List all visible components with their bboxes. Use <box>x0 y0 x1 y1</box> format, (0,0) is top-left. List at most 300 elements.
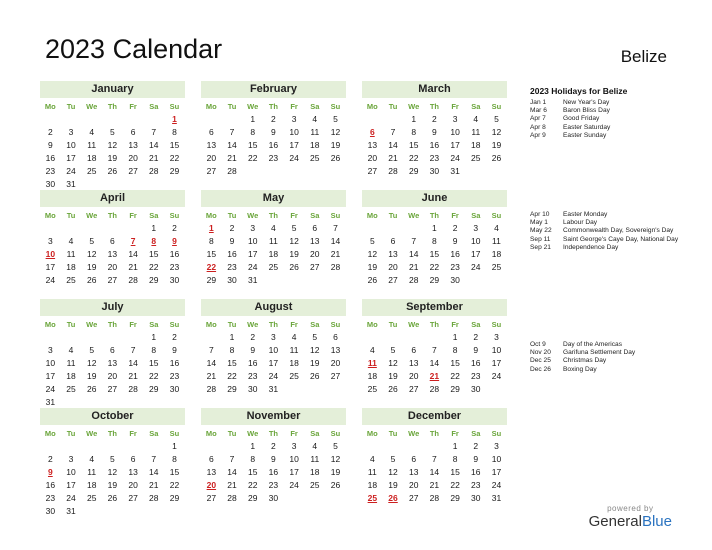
day-cell: 5 <box>494 114 499 124</box>
weekday-label: Th <box>107 102 117 111</box>
day-cell: 4 <box>369 454 375 464</box>
empty-cell <box>201 113 222 126</box>
empty-cell <box>61 113 82 126</box>
day-cell: 1 <box>452 441 458 451</box>
day-cell: 30 <box>45 179 56 189</box>
day-cell: 16 <box>247 358 258 368</box>
day-cell: 20 <box>206 153 217 163</box>
holiday-date: May 1 <box>530 219 548 227</box>
empty-cell <box>40 113 61 126</box>
day-cell: 10 <box>491 345 502 355</box>
empty-cell <box>201 331 222 344</box>
weekday-label: Th <box>268 211 278 220</box>
day-cell: 20 <box>128 153 138 163</box>
day-cell: 21 <box>408 262 419 272</box>
day-cell: 8 <box>151 345 157 355</box>
day-cell: 19 <box>491 140 502 150</box>
holiday-day-cell: 8 <box>151 236 157 246</box>
day-cell: 5 <box>369 236 375 246</box>
day-cell: 3 <box>452 114 458 124</box>
day-cell: 19 <box>367 262 378 272</box>
day-cell: 21 <box>128 262 138 272</box>
day-cell: 30 <box>247 384 258 394</box>
month-days-grid <box>201 209 346 287</box>
day-cell: 9 <box>172 345 177 355</box>
month-name: December <box>362 408 507 425</box>
day-cell: 30 <box>169 275 180 285</box>
day-cell: 22 <box>429 262 440 272</box>
weekday-label: Su <box>491 211 502 220</box>
empty-cell <box>222 113 243 126</box>
weekday-label: Fr <box>290 320 298 329</box>
day-cell: 2 <box>473 332 479 342</box>
month-april <box>40 190 185 287</box>
weekday-label: Sa <box>471 211 481 220</box>
day-cell: 4 <box>312 441 318 451</box>
holiday-item <box>530 211 680 219</box>
month-days-grid <box>201 318 346 396</box>
weekday-label: Su <box>330 211 341 220</box>
weekday-label: Mo <box>205 429 217 438</box>
day-cell: 17 <box>491 467 502 477</box>
holiday-date: Nov 20 <box>530 349 551 357</box>
day-cell: 19 <box>330 467 341 477</box>
day-cell: 29 <box>149 275 159 285</box>
day-cell: 7 <box>432 454 437 464</box>
day-cell: 2 <box>229 223 235 233</box>
day-cell: 4 <box>89 454 95 464</box>
empty-cell <box>61 440 82 453</box>
month-days-grid <box>40 100 185 191</box>
day-cell: 29 <box>429 275 440 285</box>
day-cell: 7 <box>151 454 157 464</box>
day-cell: 16 <box>471 358 481 368</box>
weekday-label: Fr <box>290 429 298 438</box>
weekday-label: Sa <box>149 320 159 329</box>
month-days-grid <box>362 209 507 287</box>
empty-cell <box>383 113 404 126</box>
day-cell: 11 <box>471 127 481 137</box>
holiday-day-cell: 9 <box>47 467 53 477</box>
holiday-group <box>530 341 680 374</box>
day-cell: 22 <box>169 153 180 163</box>
day-cell: 27 <box>408 384 419 394</box>
day-cell: 13 <box>128 467 138 477</box>
day-cell: 13 <box>388 249 398 259</box>
day-cell: 23 <box>247 371 258 381</box>
day-cell: 29 <box>149 384 159 394</box>
month-days-grid <box>201 427 346 505</box>
day-cell: 26 <box>289 262 299 272</box>
day-cell: 8 <box>452 345 458 355</box>
holiday-date: Apr 8 <box>530 123 546 131</box>
day-cell: 11 <box>268 236 278 246</box>
day-cell: 19 <box>107 480 118 490</box>
day-cell: 11 <box>310 127 320 137</box>
weekday-label: Sa <box>310 320 320 329</box>
month-days-grid <box>362 427 507 505</box>
empty-cell <box>102 331 123 344</box>
day-cell: 16 <box>45 480 56 490</box>
day-cell: 23 <box>169 262 180 272</box>
weekday-label: Fr <box>129 320 137 329</box>
day-cell: 5 <box>333 114 338 124</box>
day-cell: 1 <box>250 441 256 451</box>
day-cell: 11 <box>310 454 320 464</box>
day-cell: 28 <box>149 166 159 176</box>
day-cell: 1 <box>151 332 157 342</box>
month-december <box>362 408 507 505</box>
empty-cell <box>424 331 445 344</box>
empty-cell <box>143 113 164 126</box>
holiday-day-cell: 7 <box>130 236 136 246</box>
day-cell: 18 <box>289 358 299 368</box>
day-cell: 9 <box>271 127 276 137</box>
day-cell: 2 <box>271 114 276 124</box>
day-cell: 24 <box>66 166 76 176</box>
empty-cell <box>362 113 383 126</box>
day-cell: 12 <box>330 454 341 464</box>
day-cell: 20 <box>107 371 118 381</box>
day-cell: 27 <box>128 166 138 176</box>
day-cell: 14 <box>227 467 237 477</box>
month-name: January <box>40 81 185 98</box>
holiday-item <box>530 236 680 244</box>
day-cell: 2 <box>172 332 177 342</box>
empty-cell <box>61 222 82 235</box>
day-cell: 15 <box>227 358 237 368</box>
day-cell: 12 <box>388 467 398 477</box>
day-cell: 6 <box>411 454 417 464</box>
day-cell: 25 <box>66 384 76 394</box>
day-cell: 11 <box>289 345 299 355</box>
day-cell: 23 <box>471 480 481 490</box>
day-cell: 15 <box>149 249 159 259</box>
day-cell: 4 <box>312 114 318 124</box>
day-cell: 8 <box>250 127 256 137</box>
day-cell: 15 <box>450 358 460 368</box>
day-cell: 18 <box>86 480 97 490</box>
day-cell: 13 <box>107 358 118 368</box>
day-cell: 27 <box>310 262 320 272</box>
month-january <box>40 81 185 191</box>
day-cell: 5 <box>390 345 396 355</box>
day-cell: 7 <box>333 223 338 233</box>
weekday-label: Tu <box>388 320 398 329</box>
day-cell: 21 <box>128 371 138 381</box>
month-days-grid <box>362 100 507 178</box>
weekday-label: Th <box>107 429 117 438</box>
day-cell: 6 <box>411 345 417 355</box>
day-cell: 22 <box>450 371 460 381</box>
day-cell: 22 <box>450 480 460 490</box>
day-cell: 13 <box>128 140 138 150</box>
day-cell: 17 <box>289 140 299 150</box>
day-cell: 22 <box>149 262 159 272</box>
month-name: October <box>40 408 185 425</box>
day-cell: 2 <box>271 441 276 451</box>
weekday-label: Su <box>491 102 502 111</box>
weekday-label: Sa <box>310 429 320 438</box>
weekday-label: Th <box>429 429 439 438</box>
month-name: May <box>201 190 346 207</box>
day-cell: 27 <box>330 371 341 381</box>
day-cell: 3 <box>68 127 74 137</box>
day-cell: 4 <box>68 345 74 355</box>
empty-cell <box>102 440 123 453</box>
day-cell: 18 <box>268 249 279 259</box>
day-cell: 26 <box>367 275 378 285</box>
empty-cell <box>81 331 102 344</box>
month-name: August <box>201 299 346 316</box>
day-cell: 15 <box>169 140 180 150</box>
holiday-name: Good Friday <box>563 115 600 123</box>
day-cell: 8 <box>411 127 417 137</box>
day-cell: 29 <box>206 275 217 285</box>
month-days-grid <box>201 100 346 178</box>
day-cell: 11 <box>367 467 377 477</box>
day-cell: 10 <box>45 358 56 368</box>
holiday-day-cell: 1 <box>172 114 177 124</box>
day-cell: 3 <box>47 345 53 355</box>
day-cell: 6 <box>208 454 214 464</box>
day-cell: 11 <box>66 249 76 259</box>
day-cell: 17 <box>471 249 481 259</box>
day-cell: 2 <box>452 223 458 233</box>
day-cell: 30 <box>169 384 180 394</box>
day-cell: 21 <box>227 153 237 163</box>
day-cell: 17 <box>491 358 502 368</box>
day-cell: 18 <box>66 262 76 272</box>
day-cell: 7 <box>229 127 235 137</box>
day-cell: 26 <box>86 275 97 285</box>
weekday-label: Sa <box>149 102 159 111</box>
day-cell: 6 <box>130 454 136 464</box>
weekday-label: Su <box>330 320 341 329</box>
month-name: September <box>362 299 507 316</box>
weekday-label: Tu <box>66 429 76 438</box>
day-cell: 20 <box>408 371 419 381</box>
day-cell: 27 <box>107 384 118 394</box>
day-cell: 14 <box>388 140 398 150</box>
day-cell: 15 <box>408 140 419 150</box>
day-cell: 21 <box>388 153 398 163</box>
empty-cell <box>81 440 102 453</box>
day-cell: 9 <box>250 345 256 355</box>
day-cell: 10 <box>491 454 502 464</box>
day-cell: 13 <box>330 345 341 355</box>
day-cell: 31 <box>450 166 460 176</box>
day-cell: 1 <box>229 332 235 342</box>
holiday-name: Day of the Americas <box>563 341 623 348</box>
holiday-date: Jan 1 <box>530 99 547 106</box>
day-cell: 2 <box>47 454 53 464</box>
weekday-label: We <box>408 102 420 111</box>
day-cell: 6 <box>333 332 338 342</box>
day-cell: 30 <box>471 493 481 503</box>
day-cell: 25 <box>471 153 481 163</box>
day-cell: 24 <box>491 480 502 490</box>
day-cell: 17 <box>45 371 56 381</box>
day-cell: 3 <box>473 223 479 233</box>
day-cell: 3 <box>494 441 499 451</box>
day-cell: 14 <box>227 140 237 150</box>
day-cell: 12 <box>86 249 97 259</box>
day-cell: 3 <box>291 114 297 124</box>
day-cell: 14 <box>206 358 217 368</box>
day-cell: 21 <box>429 480 440 490</box>
weekday-label: Mo <box>366 102 378 111</box>
empty-cell <box>383 222 404 235</box>
day-cell: 18 <box>367 480 378 490</box>
day-cell: 31 <box>491 493 502 503</box>
day-cell: 8 <box>172 454 177 464</box>
weekday-label: Su <box>169 102 180 111</box>
holiday-name: Christmas Day <box>563 357 607 365</box>
holiday-item <box>530 341 680 349</box>
holiday-group <box>530 211 680 252</box>
day-cell: 7 <box>208 345 214 355</box>
day-cell: 12 <box>367 249 378 259</box>
day-cell: 16 <box>268 467 279 477</box>
day-cell: 6 <box>130 127 136 137</box>
day-cell: 18 <box>86 153 97 163</box>
weekday-label: We <box>86 429 98 438</box>
holiday-name: Easter Monday <box>563 211 608 218</box>
day-cell: 8 <box>172 127 177 137</box>
day-cell: 13 <box>367 140 378 150</box>
day-cell: 19 <box>107 153 118 163</box>
weekday-label: Su <box>169 320 180 329</box>
day-cell: 7 <box>432 345 437 355</box>
day-cell: 3 <box>271 332 276 342</box>
month-name: November <box>201 408 346 425</box>
empty-cell <box>403 222 424 235</box>
day-cell: 29 <box>169 166 180 176</box>
weekday-label: Mo <box>366 320 378 329</box>
weekday-label: Su <box>169 429 180 438</box>
day-cell: 9 <box>473 345 479 355</box>
month-may <box>201 190 346 287</box>
day-cell: 17 <box>66 480 76 490</box>
empty-cell <box>81 113 102 126</box>
empty-cell <box>383 440 404 453</box>
day-cell: 9 <box>432 127 437 137</box>
day-cell: 9 <box>229 236 235 246</box>
day-cell: 17 <box>289 467 299 477</box>
day-cell: 14 <box>149 467 159 477</box>
day-cell: 29 <box>247 493 258 503</box>
holiday-item <box>530 244 680 252</box>
day-cell: 11 <box>87 140 97 150</box>
day-cell: 28 <box>128 384 138 394</box>
weekday-label: Sa <box>471 102 481 111</box>
day-cell: 30 <box>268 493 279 503</box>
day-cell: 4 <box>369 345 375 355</box>
holidays-title: 2023 Holidays for Belize <box>530 86 628 96</box>
day-cell: 18 <box>310 140 320 150</box>
holiday-day-cell: 26 <box>388 493 398 503</box>
day-cell: 12 <box>330 127 341 137</box>
day-cell: 23 <box>268 153 279 163</box>
day-cell: 31 <box>66 179 76 189</box>
day-cell: 28 <box>330 262 341 272</box>
day-cell: 14 <box>429 467 440 477</box>
weekday-label: Th <box>429 320 439 329</box>
empty-cell <box>362 331 383 344</box>
day-cell: 25 <box>310 480 320 490</box>
day-cell: 28 <box>429 493 440 503</box>
empty-cell <box>424 440 445 453</box>
day-cell: 7 <box>229 454 235 464</box>
weekday-label: Fr <box>129 102 137 111</box>
day-cell: 22 <box>247 153 258 163</box>
day-cell: 31 <box>268 384 279 394</box>
day-cell: 25 <box>367 384 378 394</box>
empty-cell <box>403 331 424 344</box>
day-cell: 15 <box>206 249 217 259</box>
holiday-item <box>530 366 680 374</box>
holiday-name: New Year's Day <box>563 99 610 106</box>
day-cell: 23 <box>169 371 180 381</box>
day-cell: 17 <box>247 249 258 259</box>
day-cell: 27 <box>388 275 398 285</box>
weekday-label: Mo <box>205 102 217 111</box>
day-cell: 17 <box>45 262 56 272</box>
empty-cell <box>143 440 164 453</box>
day-cell: 2 <box>172 223 177 233</box>
holiday-date: May 22 <box>530 227 552 235</box>
month-september <box>362 299 507 396</box>
day-cell: 21 <box>149 153 159 163</box>
day-cell: 29 <box>227 384 237 394</box>
holiday-date: Oct 9 <box>530 341 546 348</box>
holiday-name: Garifuna Settlement Day <box>563 349 636 357</box>
weekday-label: Fr <box>451 320 459 329</box>
day-cell: 6 <box>208 127 214 137</box>
weekday-label: Tu <box>227 102 237 111</box>
holiday-date: Dec 25 <box>530 357 551 365</box>
day-cell: 30 <box>450 275 460 285</box>
month-november <box>201 408 346 505</box>
holiday-date: Apr 10 <box>530 211 550 218</box>
weekday-label: Su <box>491 320 502 329</box>
day-cell: 19 <box>388 371 398 381</box>
day-cell: 20 <box>408 480 419 490</box>
day-cell: 6 <box>312 223 318 233</box>
holiday-day-cell: 11 <box>367 358 377 368</box>
weekday-label: We <box>408 211 420 220</box>
day-cell: 25 <box>289 371 299 381</box>
day-cell: 20 <box>330 358 341 368</box>
day-cell: 20 <box>367 153 378 163</box>
weekday-label: Su <box>169 211 180 220</box>
weekday-label: Tu <box>66 320 76 329</box>
holiday-item <box>530 219 680 227</box>
empty-cell <box>123 440 144 453</box>
day-cell: 5 <box>291 223 297 233</box>
day-cell: 19 <box>310 358 320 368</box>
day-cell: 10 <box>471 236 481 246</box>
day-cell: 4 <box>494 223 499 233</box>
day-cell: 24 <box>247 262 258 272</box>
weekday-label: Fr <box>129 211 137 220</box>
day-cell: 19 <box>86 262 97 272</box>
weekday-label: Tu <box>388 102 398 111</box>
day-cell: 18 <box>471 140 481 150</box>
day-cell: 8 <box>208 236 214 246</box>
weekday-label: We <box>86 102 98 111</box>
